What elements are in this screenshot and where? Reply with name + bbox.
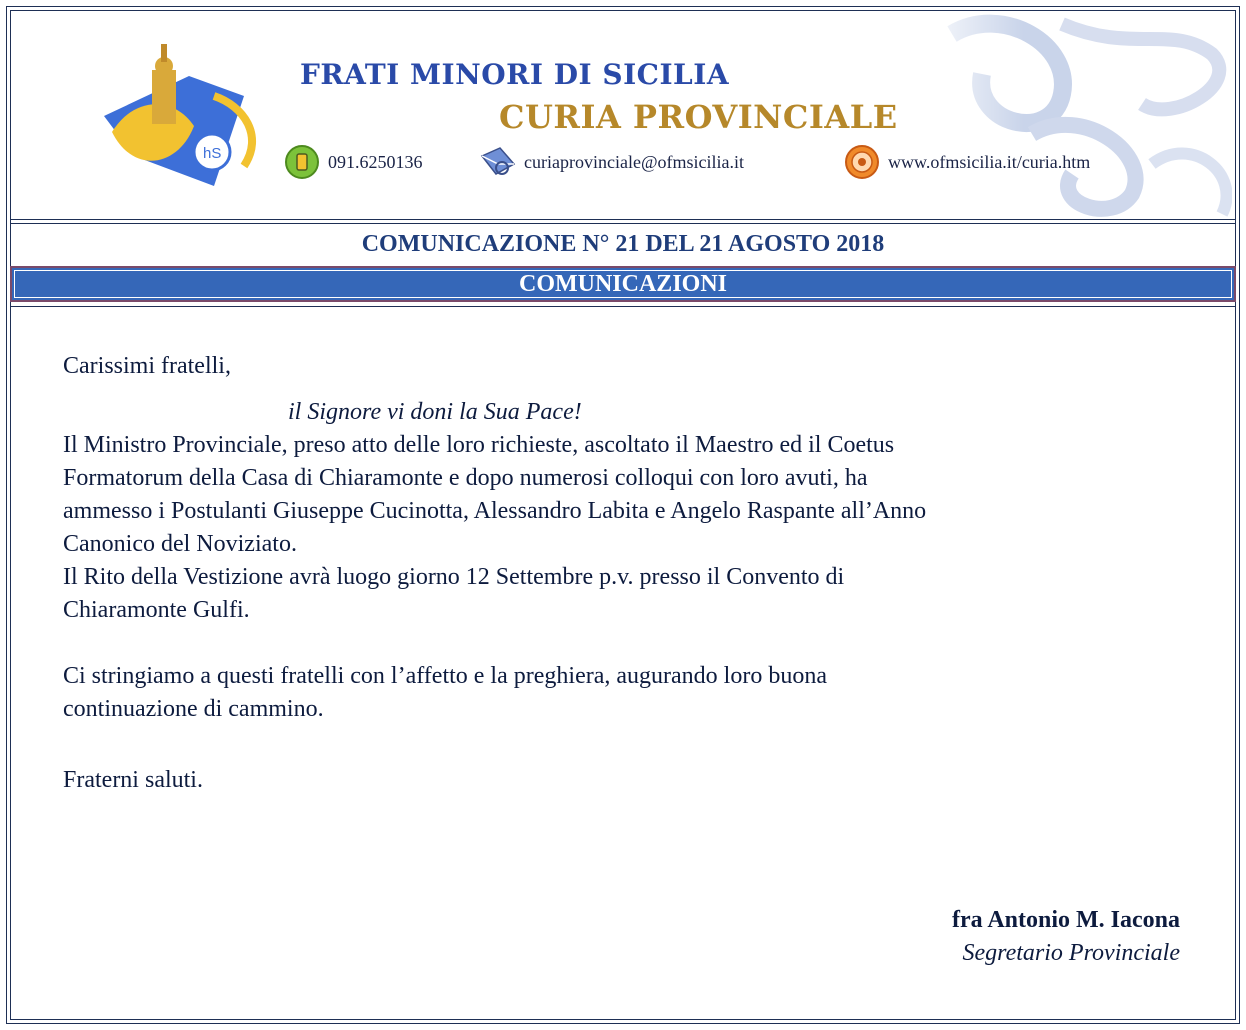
mail-icon	[480, 144, 516, 180]
letter-body	[63, 350, 1183, 797]
spacer	[63, 627, 1183, 660]
title-frati-minori: FRATI MINORI DI SICILIA	[300, 58, 730, 91]
salutation: Carissimi fratelli,	[63, 353, 231, 379]
phone-icon	[284, 144, 320, 180]
spacer	[63, 726, 1183, 764]
signature-name: fra Antonio M. Iacona	[952, 907, 1180, 933]
paragraph-line-5: Il Rito della Vestizione avrà luogo giorno 12 Settembre p.v. presso il Convento di	[63, 564, 845, 590]
closing: Fraterni saluti.	[63, 767, 203, 793]
email-address: curiaprovinciale@ofmsicilia.it	[524, 151, 744, 172]
banner-decoration	[912, 14, 1232, 218]
header-divider-1	[10, 219, 1236, 220]
svg-text:hS: hS	[203, 145, 222, 162]
paragraph-line-1: Il Ministro Provinciale, preso atto delle loro richieste, ascoltato il Maestro ed il Coetus	[63, 432, 895, 458]
paragraph-line-8: continuazione di cammino.	[63, 696, 324, 722]
phone-number: 091.6250136	[328, 151, 423, 172]
section-bar	[10, 266, 1236, 302]
contact-phone	[284, 142, 423, 182]
paragraph-line-7: Ci stringiamo a questi fratelli con l’affetto e la preghiera, augurando loro buona	[63, 663, 827, 689]
header-divider-2	[10, 223, 1236, 224]
website-url: www.ofmsicilia.it/curia.htm	[888, 151, 1091, 172]
contact-email	[480, 142, 744, 182]
contact-row	[284, 142, 1184, 182]
communication-title: COMUNICAZIONE N° 21 DEL 21 AGOSTO 2018	[361, 231, 885, 257]
paragraph-line-4: Canonico del Noviziato.	[63, 531, 297, 557]
paragraph-line-3: ammesso i Postulanti Giuseppe Cucinotta, Alessandro Labita e Angelo Raspante all’Anno	[63, 498, 927, 524]
signature-block	[952, 904, 1180, 970]
contact-website	[844, 142, 1090, 182]
paragraph-line-2: Formatorum della Casa di Chiaramonte e dopo numerosi colloqui con loro avuti, ha	[63, 465, 868, 491]
section-divider	[10, 306, 1236, 307]
header-banner	[14, 14, 1232, 218]
web-icon	[844, 144, 880, 180]
blessing: il Signore vi doni la Sua Pace!	[288, 399, 582, 425]
signature-role: Segretario Provinciale	[962, 940, 1180, 966]
logo-emblem	[94, 36, 294, 206]
section-label: COMUNICAZIONI	[518, 271, 727, 297]
paragraph-line-6: Chiaramonte Gulfi.	[63, 597, 250, 623]
title-curia-provinciale: CURIA PROVINCIALE	[499, 98, 898, 136]
